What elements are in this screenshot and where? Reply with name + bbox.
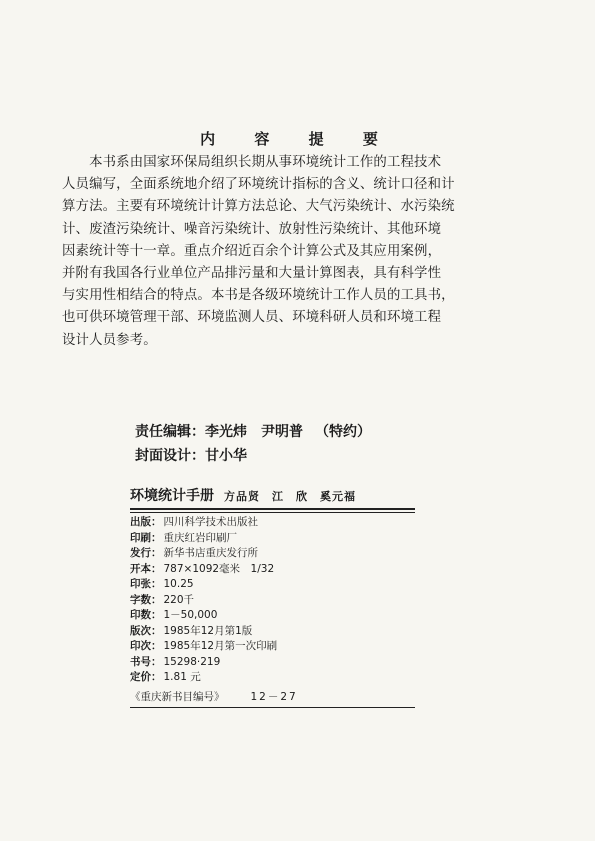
cip-label: 印张：	[130, 578, 162, 590]
summary-line: 并附有我国各行业单位产品排污量和大量计算图表，具有科学性	[62, 265, 442, 281]
cip-label: 印次：	[130, 640, 162, 652]
cip-value: 四川科学技术出版社	[163, 516, 258, 528]
editor-credit	[135, 420, 371, 444]
catalog-number: 12－27	[250, 690, 298, 703]
credits-block	[135, 420, 371, 468]
cip-row	[130, 577, 415, 593]
summary-line: 人员编写，全面系统地介绍了环境统计指标的含义、统计口径和计	[62, 177, 455, 193]
cover-name: 甘小华	[205, 448, 247, 464]
summary-line: 算方法。主要有环境统计计算方法总论、大气污染统计、水污染统	[62, 199, 455, 215]
cip-row	[130, 655, 415, 671]
editor-name: 李光炜	[205, 424, 247, 440]
book-authors: 方品贤 江 欣 奚元福	[224, 490, 356, 503]
editor-name: 尹明普	[261, 424, 303, 440]
cip-header	[130, 485, 415, 507]
cip-label: 印数：	[130, 609, 162, 621]
summary-line: 因素统计等十一章。重点介绍近百余个计算公式及其应用案例，	[62, 243, 442, 259]
cip-value: 重庆红岩印刷厂	[163, 531, 237, 544]
catalog-label: 《重庆新书目编号》	[130, 690, 225, 703]
summary-line: 计、废渣污染统计、噪音污染统计、放射性污染统计、其他环境	[62, 221, 442, 237]
cip-row	[130, 624, 415, 640]
editor-label: 责任编辑：	[135, 424, 205, 440]
cip-label: 印刷：	[130, 531, 162, 544]
cip-label: 版次：	[130, 624, 162, 637]
cip-label: 定价：	[130, 671, 162, 683]
summary-line: 与实用性相结合的特点。本书是各级环境统计工作人员的工具书，	[62, 288, 455, 304]
cip-row	[130, 562, 415, 578]
cip-label: 开本：	[130, 562, 162, 575]
cip-label: 发行：	[130, 547, 162, 559]
cip-row	[130, 670, 415, 686]
cip-label: 字数：	[130, 593, 162, 606]
cip-row	[130, 515, 415, 531]
cip-value: 1.81 元	[163, 671, 201, 683]
publication-data-block	[130, 485, 415, 708]
cip-value: 220千	[163, 593, 195, 606]
cip-label: 书号：	[130, 655, 162, 668]
catalog-line	[130, 689, 415, 704]
cip-row	[130, 546, 415, 562]
cip-row	[130, 608, 415, 624]
cip-value: 新华书店重庆发行所	[163, 547, 258, 559]
divider	[130, 512, 415, 513]
book-title: 环境统计手册	[130, 488, 214, 504]
summary-line: 本书系由国家环保局组织长期从事环境统计工作的工程技术	[62, 155, 442, 170]
cip-row	[130, 639, 415, 655]
cip-value: 10.25	[163, 578, 194, 590]
divider	[130, 707, 415, 708]
cip-row	[130, 593, 415, 609]
summary-line: 也可供环境管理干部、环境监测人员、环境科研人员和环境工程	[62, 310, 442, 326]
divider	[130, 508, 415, 510]
cip-value: 1985年12月第1版	[163, 624, 253, 637]
cip-row	[130, 531, 415, 547]
summary-title: 内 容 提 要	[200, 130, 395, 148]
editor-note: （特约）	[315, 424, 371, 440]
summary-line: 设计人员参考。	[62, 332, 157, 348]
cover-label: 封面设计：	[135, 448, 205, 464]
cover-credit	[135, 444, 371, 468]
cip-label: 出版：	[130, 516, 162, 528]
cip-value: 787×1092毫米 1/32	[163, 562, 275, 575]
cip-value: 15298·219	[163, 655, 221, 668]
cip-value: 1985年12月第一次印刷	[163, 640, 278, 652]
summary-body	[62, 152, 532, 352]
cip-value: 1－50,000	[163, 609, 218, 621]
